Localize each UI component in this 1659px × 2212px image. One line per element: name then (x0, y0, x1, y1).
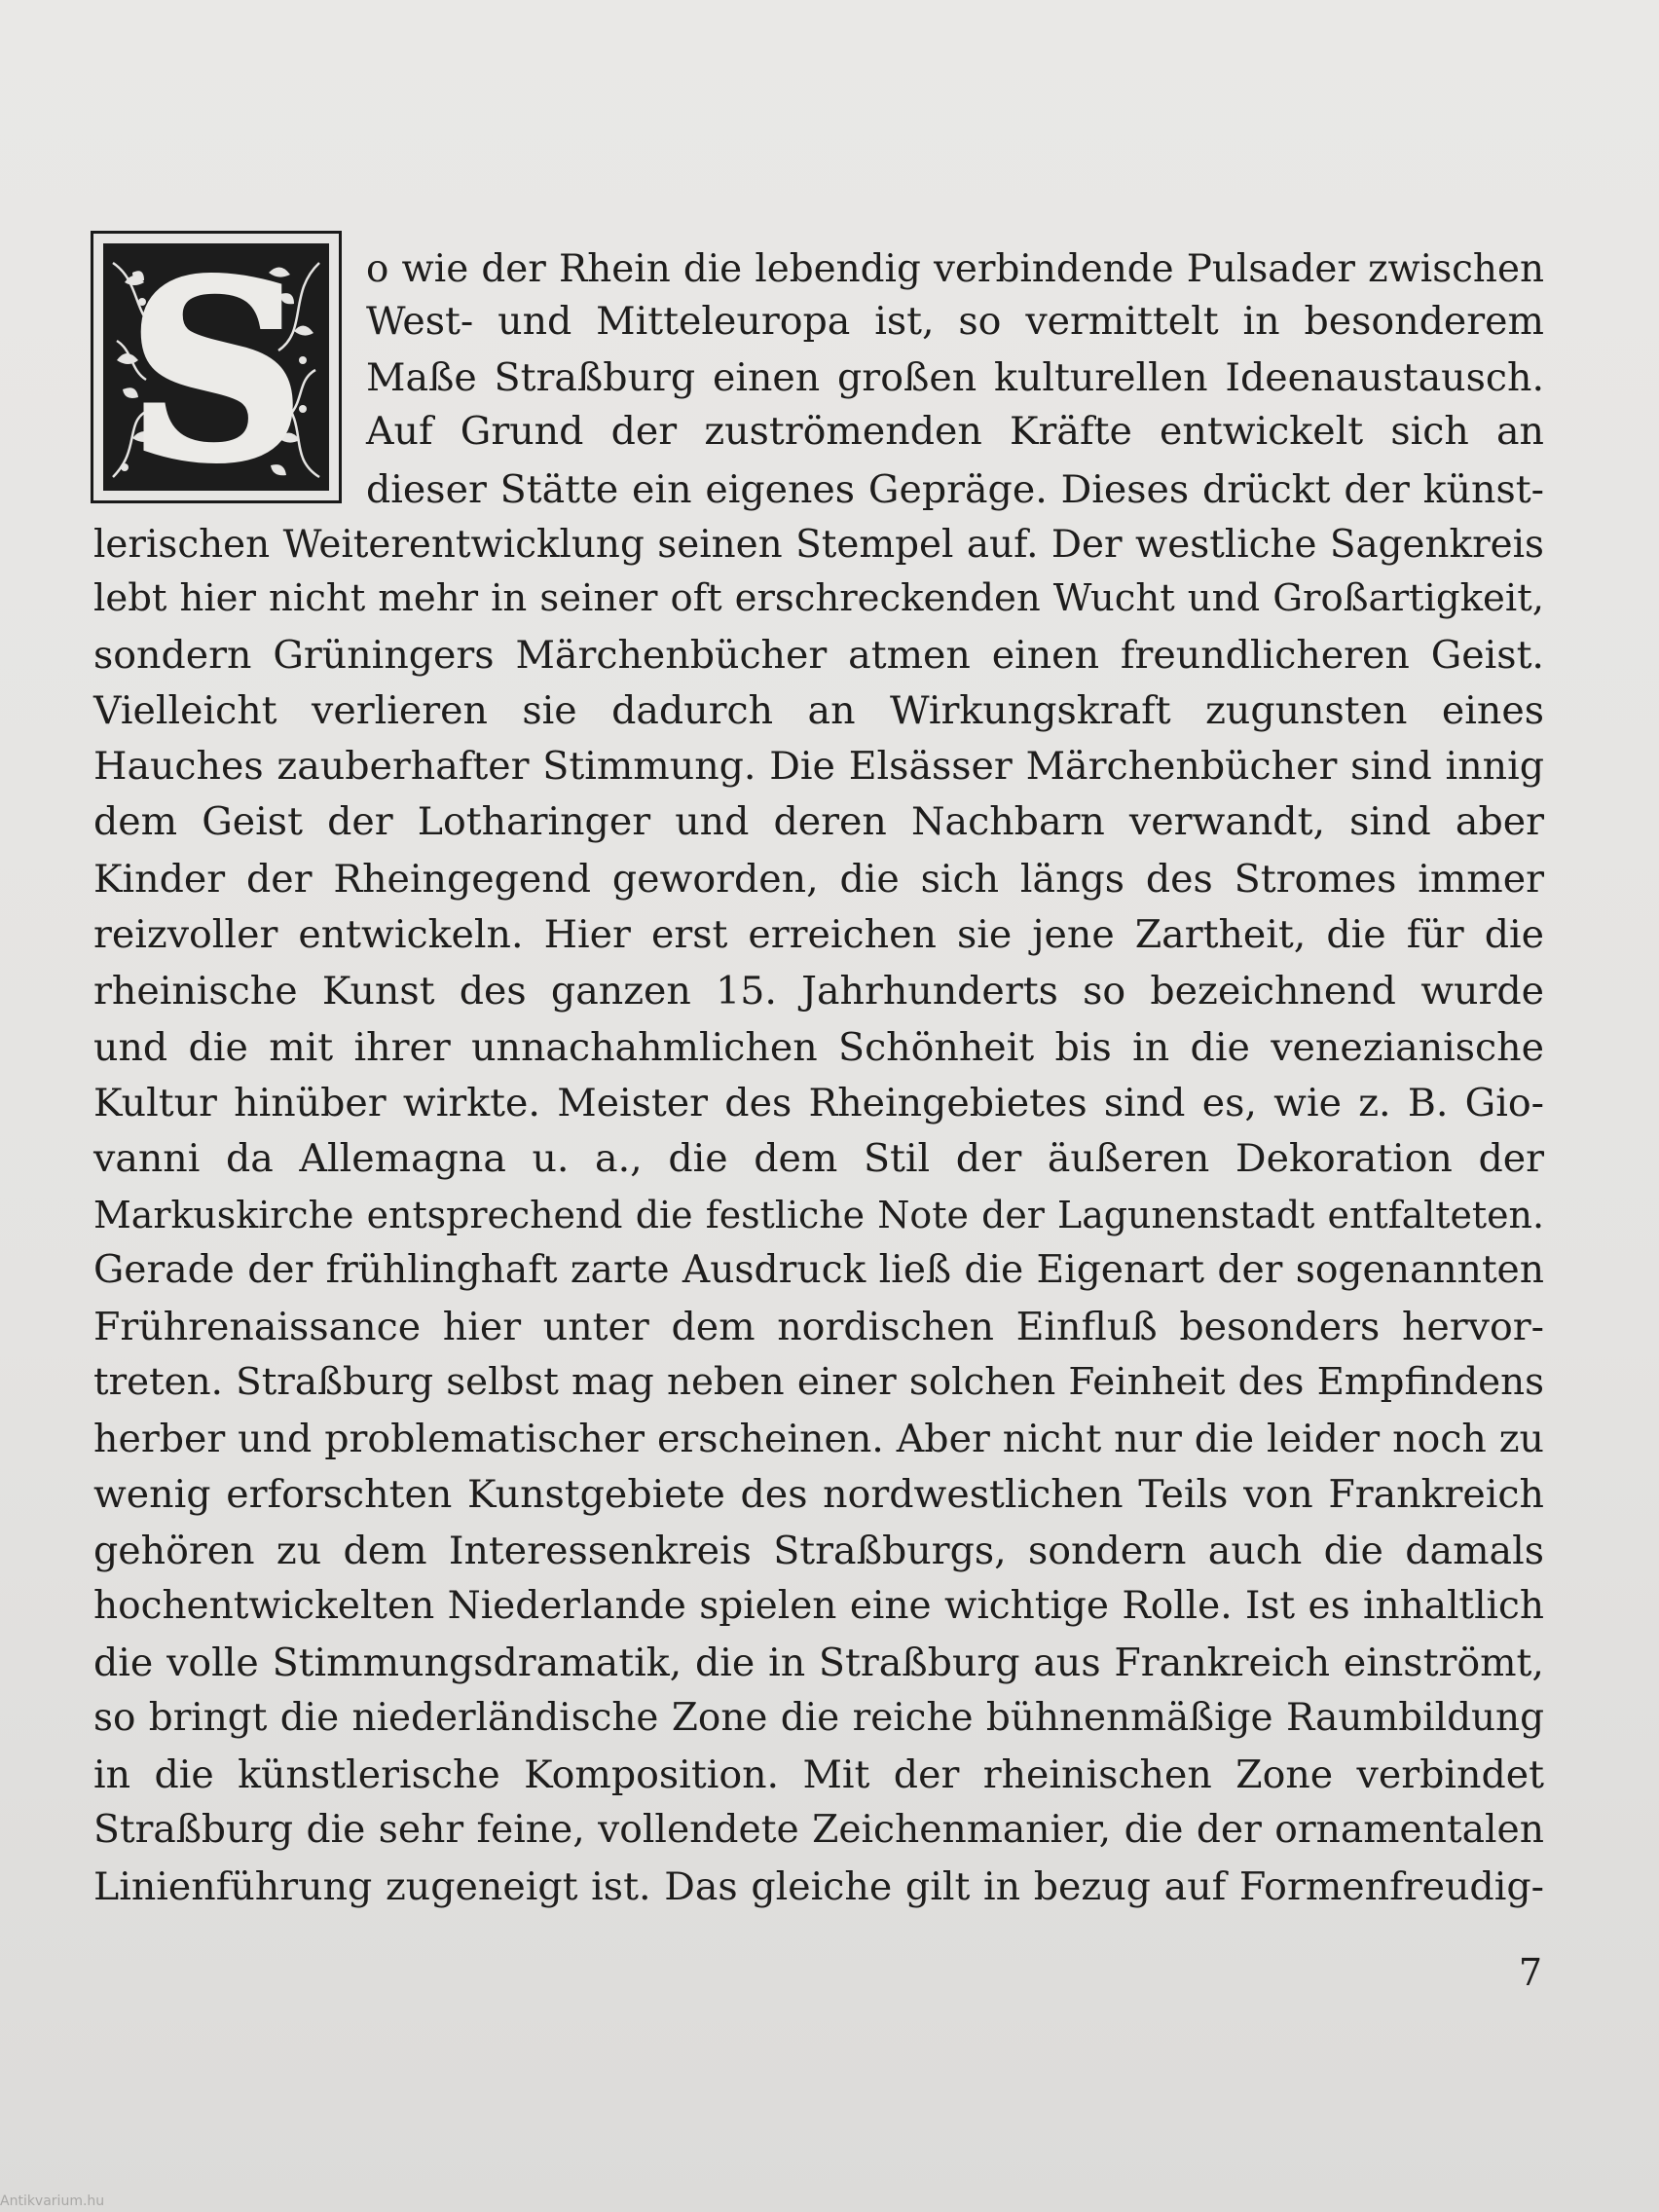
text-line: sondern Grüningers Märchenbücher atmen einen freundlicheren Geist. (93, 633, 1544, 678)
initial-letter: S (128, 243, 305, 491)
text-line: Straßburg die sehr feine, vollendete Zeichenmanier, die der ornamentalen (93, 1808, 1544, 1852)
text-line: die volle Stimmungsdramatik, die in Straßburg aus Frankreich einströmt, (93, 1641, 1544, 1685)
text-line: wenig erforschten Kunstgebiete des nordwestlichen Teils von Frankreich (93, 1472, 1544, 1517)
text-line: dem Geist der Lotharinger und deren Nachbarn verwandt, sind aber (93, 799, 1544, 844)
text-line: Markuskirche entsprechend die festliche Note der Lagunenstadt entfalteten. (93, 1194, 1544, 1236)
text-line: Vielleicht verlieren sie dadurch an Wirkungskraft zugunsten eines (93, 688, 1544, 733)
text-line: Maße Straßburg einen großen kulturellen Ideenaustausch. (366, 355, 1544, 400)
text-line: rheinische Kunst des ganzen 15. Jahrhunderts so bezeichnend wurde (93, 969, 1544, 1014)
text-line: West- und Mitteleuropa ist, so vermittelt in besonderem (366, 299, 1544, 344)
text-line: in die künstlerische Komposition. Mit der rheinischen Zone verbindet (93, 1752, 1544, 1797)
text-line: Frührenaissance hier unter dem nordischen Einfluß besonders hervor- (93, 1305, 1544, 1349)
text-line: und die mit ihrer unnachahmlichen Schönheit bis in die venezianische (93, 1025, 1544, 1070)
initial-ornament-background (103, 243, 329, 491)
text-line: Kultur hinüber wirkte. Meister des Rheingebietes sind es, wie z. B. Gio- (93, 1081, 1544, 1125)
text-line: lebt hier nicht mehr in seiner oft erschreckenden Wucht und Großartigkeit, (93, 576, 1544, 620)
text-line: Auf Grund der zuströmenden Kräfte entwickelt sich an (366, 409, 1544, 454)
text-line: hochentwickelten Niederlande spielen eine wichtige Rolle. Ist es inhaltlich (93, 1584, 1544, 1628)
text-line: dieser Stätte ein eigenes Gepräge. Dieses drückt der künst- (366, 467, 1544, 512)
text-line: treten. Straßburg selbst mag neben einer solchen Feinheit des Empfindens (93, 1360, 1544, 1404)
text-line: gehören zu dem Interessenkreis Straßburgs, sondern auch die damals (93, 1529, 1544, 1573)
watermark: Antikvarium.hu (0, 2194, 105, 2209)
text-line: herber und problematischer erscheinen. Aber nicht nur die leider noch zu (93, 1417, 1544, 1461)
text-line: Linienführung zugeneigt ist. Das gleiche gilt in bezug auf Formenfreudig- (93, 1864, 1544, 1909)
text-line: so bringt die niederländische Zone die reiche bühnenmäßige Raumbildung (93, 1696, 1544, 1740)
decorated-initial (91, 231, 342, 503)
text-line: Gerade der frühlinghaft zarte Ausdruck ließ die Eigenart der sogenannten (93, 1248, 1544, 1292)
text-line: reizvoller entwickeln. Hier erst erreichen sie jene Zartheit, die für die (93, 912, 1544, 957)
text-line: vanni da Allemagna u. a., die dem Stil der äußeren Dekoration der (93, 1136, 1544, 1181)
page-number: 7 (1518, 1951, 1542, 1994)
text-line: o wie der Rhein die lebendig verbindende Pulsader zwischen (366, 247, 1544, 291)
text-line: lerischen Weiterentwicklung seinen Stempel auf. Der westliche Sagenkreis (93, 523, 1544, 567)
text-line: Kinder der Rheingegend geworden, die sich längs des Stromes immer (93, 857, 1544, 902)
text-line: Hauches zauberhafter Stimmung. Die Elsässer Märchenbücher sind innig (93, 744, 1544, 789)
